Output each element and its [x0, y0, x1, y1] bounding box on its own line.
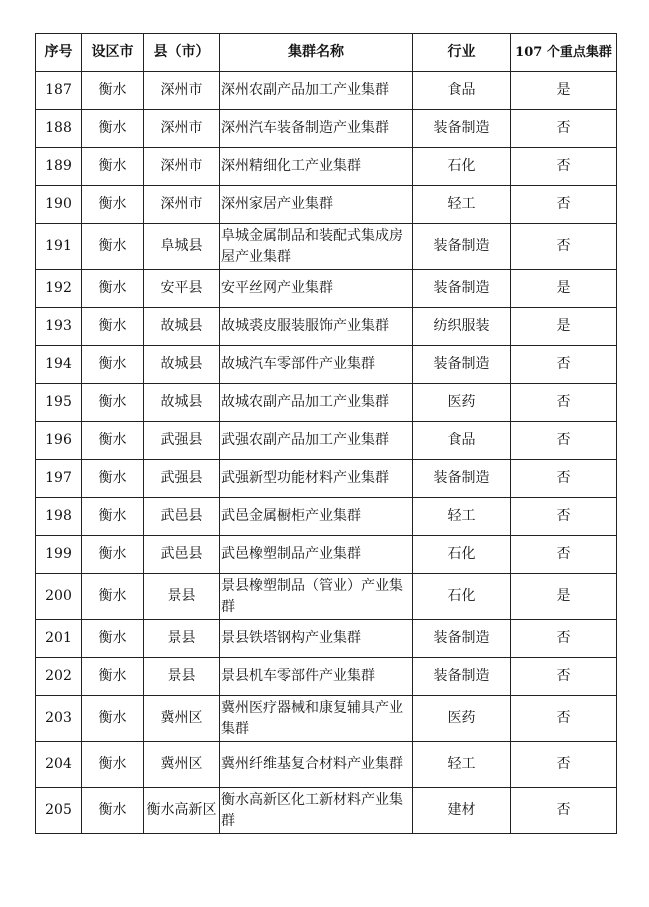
industry-cell: 装备制造 [413, 346, 511, 384]
industry-cell: 石化 [413, 574, 511, 620]
serial-number-cell: 187 [36, 72, 82, 110]
key-cluster-cell: 否 [511, 498, 617, 536]
city-cell: 衡水 [82, 460, 144, 498]
cluster-name-cell: 冀州纤维基复合材料产业集群 [220, 742, 413, 788]
header-industry: 行业 [413, 34, 511, 72]
serial-number-cell: 188 [36, 110, 82, 148]
key-cluster-cell: 是 [511, 308, 617, 346]
key-cluster-cell: 否 [511, 536, 617, 574]
city-cell: 衡水 [82, 148, 144, 186]
county-cell: 故城县 [144, 346, 220, 384]
table-row [36, 224, 617, 270]
serial-number-cell: 198 [36, 498, 82, 536]
county-cell: 阜城县 [144, 224, 220, 270]
key-cluster-cell: 否 [511, 460, 617, 498]
serial-number-cell: 190 [36, 186, 82, 224]
serial-number-cell: 199 [36, 536, 82, 574]
county-cell: 故城县 [144, 308, 220, 346]
key-cluster-cell: 否 [511, 186, 617, 224]
county-cell: 景县 [144, 574, 220, 620]
cluster-name-cell: 景县铁塔钢构产业集群 [220, 620, 413, 658]
cluster-name-cell: 故城农副产品加工产业集群 [220, 384, 413, 422]
cluster-name-cell: 衡水高新区化工新材料产业集群 [220, 788, 413, 834]
table-row [36, 498, 617, 536]
cluster-name-cell: 故城裘皮服装服饰产业集群 [220, 308, 413, 346]
industry-cell: 医药 [413, 696, 511, 742]
cluster-name-cell: 武邑橡塑制品产业集群 [220, 536, 413, 574]
city-cell: 衡水 [82, 658, 144, 696]
serial-number-cell: 203 [36, 696, 82, 742]
industry-cell: 石化 [413, 148, 511, 186]
serial-number-cell: 196 [36, 422, 82, 460]
city-cell: 衡水 [82, 498, 144, 536]
serial-number-cell: 205 [36, 788, 82, 834]
key-cluster-cell: 是 [511, 270, 617, 308]
header-county: 县（市） [144, 34, 220, 72]
industry-cell: 装备制造 [413, 224, 511, 270]
city-cell: 衡水 [82, 536, 144, 574]
city-cell: 衡水 [82, 224, 144, 270]
county-cell: 深州市 [144, 186, 220, 224]
industry-cell: 轻工 [413, 742, 511, 788]
city-cell: 衡水 [82, 574, 144, 620]
table-row [36, 308, 617, 346]
table-row [36, 148, 617, 186]
serial-number-cell: 195 [36, 384, 82, 422]
cluster-name-cell: 深州农副产品加工产业集群 [220, 72, 413, 110]
cluster-name-cell: 深州家居产业集群 [220, 186, 413, 224]
county-cell: 安平县 [144, 270, 220, 308]
city-cell: 衡水 [82, 186, 144, 224]
industry-cell: 轻工 [413, 498, 511, 536]
key-cluster-cell: 否 [511, 224, 617, 270]
city-cell: 衡水 [82, 696, 144, 742]
industry-cell: 装备制造 [413, 620, 511, 658]
industry-cell: 装备制造 [413, 658, 511, 696]
cluster-name-cell: 武邑金属橱柜产业集群 [220, 498, 413, 536]
table-row [36, 384, 617, 422]
cluster-name-cell: 深州精细化工产业集群 [220, 148, 413, 186]
header-row [36, 34, 617, 72]
county-cell: 衡水高新区 [144, 788, 220, 834]
key-cluster-cell: 否 [511, 346, 617, 384]
cluster-table-container [35, 33, 616, 834]
county-cell: 深州市 [144, 72, 220, 110]
county-cell: 深州市 [144, 148, 220, 186]
cluster-name-cell: 冀州医疗器械和康复辅具产业集群 [220, 696, 413, 742]
county-cell: 冀州区 [144, 696, 220, 742]
table-row [36, 422, 617, 460]
key-cluster-cell: 否 [511, 620, 617, 658]
industry-cell: 纺织服装 [413, 308, 511, 346]
serial-number-cell: 201 [36, 620, 82, 658]
industry-cell: 医药 [413, 384, 511, 422]
key-cluster-cell: 否 [511, 788, 617, 834]
serial-number-cell: 191 [36, 224, 82, 270]
key-cluster-cell: 否 [511, 422, 617, 460]
county-cell: 武邑县 [144, 498, 220, 536]
cluster-name-cell: 安平丝网产业集群 [220, 270, 413, 308]
cluster-name-cell: 武强新型功能材料产业集群 [220, 460, 413, 498]
key-cluster-cell: 否 [511, 696, 617, 742]
city-cell: 衡水 [82, 742, 144, 788]
table-body [36, 72, 617, 834]
serial-number-cell: 204 [36, 742, 82, 788]
city-cell: 衡水 [82, 620, 144, 658]
serial-number-cell: 189 [36, 148, 82, 186]
header-key-cluster: 107 个重点集群 [511, 34, 617, 72]
county-cell: 景县 [144, 658, 220, 696]
county-cell: 武强县 [144, 460, 220, 498]
header-serial-number: 序号 [36, 34, 82, 72]
cluster-name-cell: 武强农副产品加工产业集群 [220, 422, 413, 460]
industry-cell: 装备制造 [413, 270, 511, 308]
industry-cell: 食品 [413, 422, 511, 460]
table-row [36, 696, 617, 742]
key-cluster-cell: 否 [511, 384, 617, 422]
county-cell: 武强县 [144, 422, 220, 460]
city-cell: 衡水 [82, 346, 144, 384]
table-row [36, 620, 617, 658]
header-cluster-name: 集群名称 [220, 34, 413, 72]
industry-cell: 装备制造 [413, 110, 511, 148]
table-row [36, 574, 617, 620]
serial-number-cell: 193 [36, 308, 82, 346]
city-cell: 衡水 [82, 788, 144, 834]
industry-cell: 轻工 [413, 186, 511, 224]
city-cell: 衡水 [82, 308, 144, 346]
table-row [36, 788, 617, 834]
table-row [36, 742, 617, 788]
serial-number-cell: 197 [36, 460, 82, 498]
city-cell: 衡水 [82, 422, 144, 460]
county-cell: 武邑县 [144, 536, 220, 574]
table-row [36, 72, 617, 110]
cluster-name-cell: 深州汽车装备制造产业集群 [220, 110, 413, 148]
serial-number-cell: 200 [36, 574, 82, 620]
table-row [36, 346, 617, 384]
city-cell: 衡水 [82, 72, 144, 110]
cluster-table [35, 33, 617, 834]
table-row [36, 536, 617, 574]
cluster-name-cell: 故城汽车零部件产业集群 [220, 346, 413, 384]
table-row [36, 110, 617, 148]
city-cell: 衡水 [82, 110, 144, 148]
city-cell: 衡水 [82, 270, 144, 308]
key-cluster-cell: 否 [511, 148, 617, 186]
table-row [36, 658, 617, 696]
industry-cell: 建材 [413, 788, 511, 834]
key-cluster-cell: 是 [511, 72, 617, 110]
county-cell: 冀州区 [144, 742, 220, 788]
key-cluster-cell: 否 [511, 742, 617, 788]
table-row [36, 186, 617, 224]
key-cluster-cell: 是 [511, 574, 617, 620]
serial-number-cell: 192 [36, 270, 82, 308]
key-cluster-cell: 否 [511, 658, 617, 696]
table-header [36, 34, 617, 72]
header-city: 设区市 [82, 34, 144, 72]
serial-number-cell: 194 [36, 346, 82, 384]
industry-cell: 食品 [413, 72, 511, 110]
table-row [36, 460, 617, 498]
county-cell: 故城县 [144, 384, 220, 422]
industry-cell: 装备制造 [413, 460, 511, 498]
county-cell: 深州市 [144, 110, 220, 148]
cluster-name-cell: 阜城金属制品和装配式集成房屋产业集群 [220, 224, 413, 270]
industry-cell: 石化 [413, 536, 511, 574]
city-cell: 衡水 [82, 384, 144, 422]
cluster-name-cell: 景县机车零部件产业集群 [220, 658, 413, 696]
table-row [36, 270, 617, 308]
key-cluster-cell: 否 [511, 110, 617, 148]
county-cell: 景县 [144, 620, 220, 658]
serial-number-cell: 202 [36, 658, 82, 696]
cluster-name-cell: 景县橡塑制品（管业）产业集群 [220, 574, 413, 620]
